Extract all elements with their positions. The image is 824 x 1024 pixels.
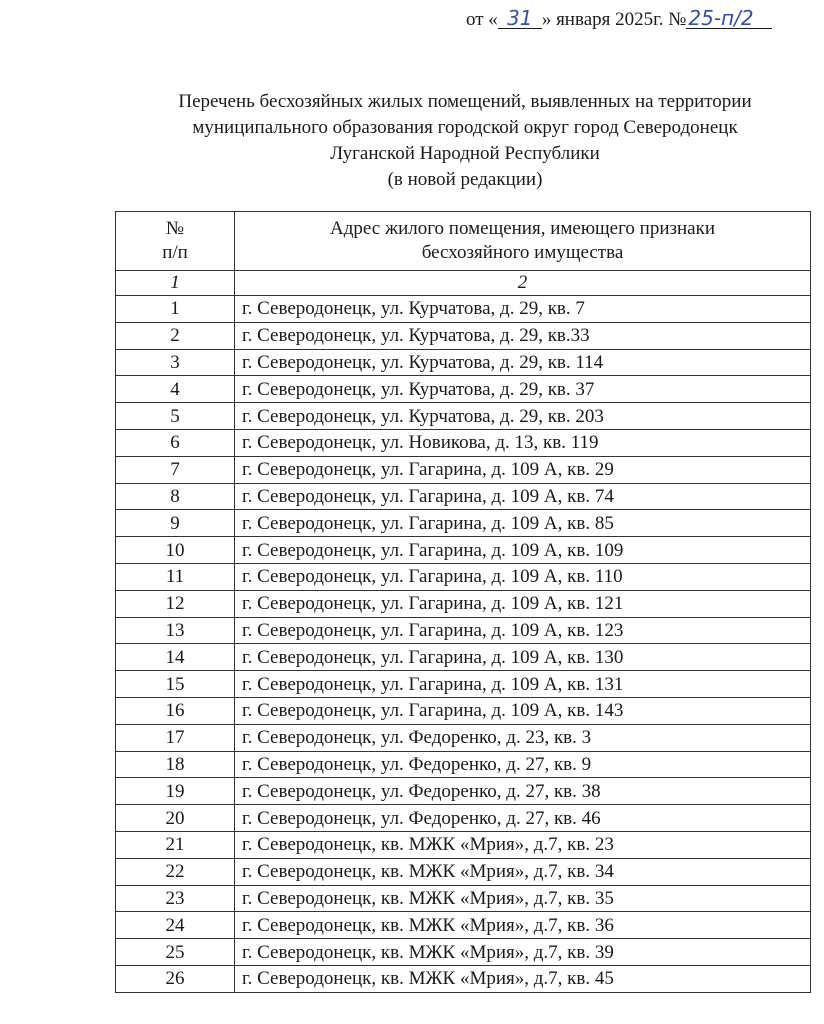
document-title [100,89,824,193]
table-row [116,376,811,403]
row-address: г. Северодонецк, кв. МЖК «Мрия», д.7, кв. 35 [235,885,811,912]
row-number: 13 [116,617,235,644]
row-number: 14 [116,644,235,671]
row-address: г. Северодонецк, ул. Гагарина, д. 109 А, кв. 110 [235,563,811,590]
row-number: 20 [116,805,235,832]
table-row [116,296,811,323]
table-row [116,671,811,698]
row-number: 22 [116,858,235,885]
row-number: 2 [116,322,235,349]
row-address: г. Северодонецк, ул. Федоренко, д. 27, кв. 46 [235,805,811,832]
row-number: 17 [116,724,235,751]
row-address: г. Северодонецк, ул. Федоренко, д. 27, кв. 38 [235,778,811,805]
row-address: г. Северодонецк, ул. Гагарина, д. 109 А, кв. 85 [235,510,811,537]
row-address: г. Северодонецк, кв. МЖК «Мрия», д.7, кв. 23 [235,831,811,858]
row-address: г. Северодонецк, ул. Гагарина, д. 109 А, кв. 121 [235,590,811,617]
column-index-2: 2 [235,271,811,296]
row-number: 9 [116,510,235,537]
row-address: г. Северодонецк, ул. Курчатова, д. 29, кв.33 [235,322,811,349]
column-header-address-line2: бесхозяйного имущества [421,242,624,263]
table-row [116,322,811,349]
row-address: г. Северодонецк, ул. Гагарина, д. 109 А, кв. 123 [235,617,811,644]
row-address: г. Северодонецк, ул. Гагарина, д. 109 А, кв. 74 [235,483,811,510]
column-index-1: 1 [116,271,235,296]
table-row [116,912,811,939]
row-address: г. Северодонецк, ул. Курчатова, д. 29, кв. 114 [235,349,811,376]
row-number: 4 [116,376,235,403]
table-row [116,885,811,912]
title-line-2: муниципального образования городской округ город Северодонецк [192,117,738,138]
row-address: г. Северодонецк, кв. МЖК «Мрия», д.7, кв. 39 [235,939,811,966]
column-index-row [116,271,811,296]
table-row [116,429,811,456]
table-row [116,483,811,510]
table-row [116,778,811,805]
column-header-address-line1: Адрес жилого помещения, имеющего признаки [329,218,716,239]
table-row [116,939,811,966]
row-number: 8 [116,483,235,510]
table-row [116,456,811,483]
row-address: г. Северодонецк, ул. Гагарина, д. 109 А, кв. 143 [235,697,811,724]
document-date-line [466,8,772,31]
row-number: 23 [116,885,235,912]
table-row [116,510,811,537]
table-row [116,831,811,858]
row-number: 15 [116,671,235,698]
table-row [116,697,811,724]
property-registry-table [115,211,811,993]
row-number: 24 [116,912,235,939]
row-address: г. Северодонецк, ул. Гагарина, д. 109 А, кв. 109 [235,537,811,564]
row-number: 21 [116,831,235,858]
title-line-1: Перечень бесхозяйных жилых помещений, выявленных на территории [178,91,752,112]
table-row [116,563,811,590]
row-address: г. Северодонецк, ул. Гагарина, д. 109 А, кв. 130 [235,644,811,671]
row-address: г. Северодонецк, ул. Гагарина, д. 109 А, кв. 29 [235,456,811,483]
table-row [116,644,811,671]
row-address: г. Северодонецк, кв. МЖК «Мрия», д.7, кв. 45 [235,965,811,992]
table-body [116,296,811,993]
table-header-row [116,212,811,271]
table-row [116,858,811,885]
title-line-3: Луганской Народной Республики [330,143,600,164]
row-number: 26 [116,965,235,992]
column-header-address [235,212,811,271]
row-address: г. Северодонецк, ул. Федоренко, д. 27, кв. 9 [235,751,811,778]
column-header-number-line1: № [165,218,185,239]
date-prefix: от « [466,9,498,30]
table-row [116,537,811,564]
table-row [116,349,811,376]
table-row [116,590,811,617]
table-row [116,751,811,778]
row-address: г. Северодонецк, ул. Курчатова, д. 29, кв. 203 [235,403,811,430]
table-row [116,617,811,644]
row-address: г. Северодонецк, ул. Курчатова, д. 29, кв. 37 [235,376,811,403]
row-address: г. Северодонецк, ул. Федоренко, д. 23, кв. 3 [235,724,811,751]
row-number: 18 [116,751,235,778]
table-row [116,403,811,430]
row-number: 25 [116,939,235,966]
row-number: 3 [116,349,235,376]
row-address: г. Северодонецк, кв. МЖК «Мрия», д.7, кв. 36 [235,912,811,939]
row-number: 7 [116,456,235,483]
row-number: 10 [116,537,235,564]
row-number: 11 [116,563,235,590]
column-header-number [116,212,235,271]
column-header-number-line2: п/п [162,242,188,263]
table-row [116,965,811,992]
row-number: 5 [116,403,235,430]
row-number: 1 [116,296,235,323]
row-number: 12 [116,590,235,617]
row-address: г. Северодонецк, кв. МЖК «Мрия», д.7, кв. 34 [235,858,811,885]
handwritten-document-number: 25-п/2 [686,8,772,29]
row-address: г. Северодонецк, ул. Гагарина, д. 109 А, кв. 131 [235,671,811,698]
table-row [116,724,811,751]
row-number: 6 [116,429,235,456]
table-row [116,805,811,832]
row-address: г. Северодонецк, ул. Новикова, д. 13, кв. 119 [235,429,811,456]
date-middle: » января 2025г. № [541,9,687,30]
title-line-4: (в новой редакции) [387,169,543,190]
row-address: г. Северодонецк, ул. Курчатова, д. 29, кв. 7 [235,296,811,323]
row-number: 19 [116,778,235,805]
handwritten-day: 31 [498,8,542,29]
row-number: 16 [116,697,235,724]
